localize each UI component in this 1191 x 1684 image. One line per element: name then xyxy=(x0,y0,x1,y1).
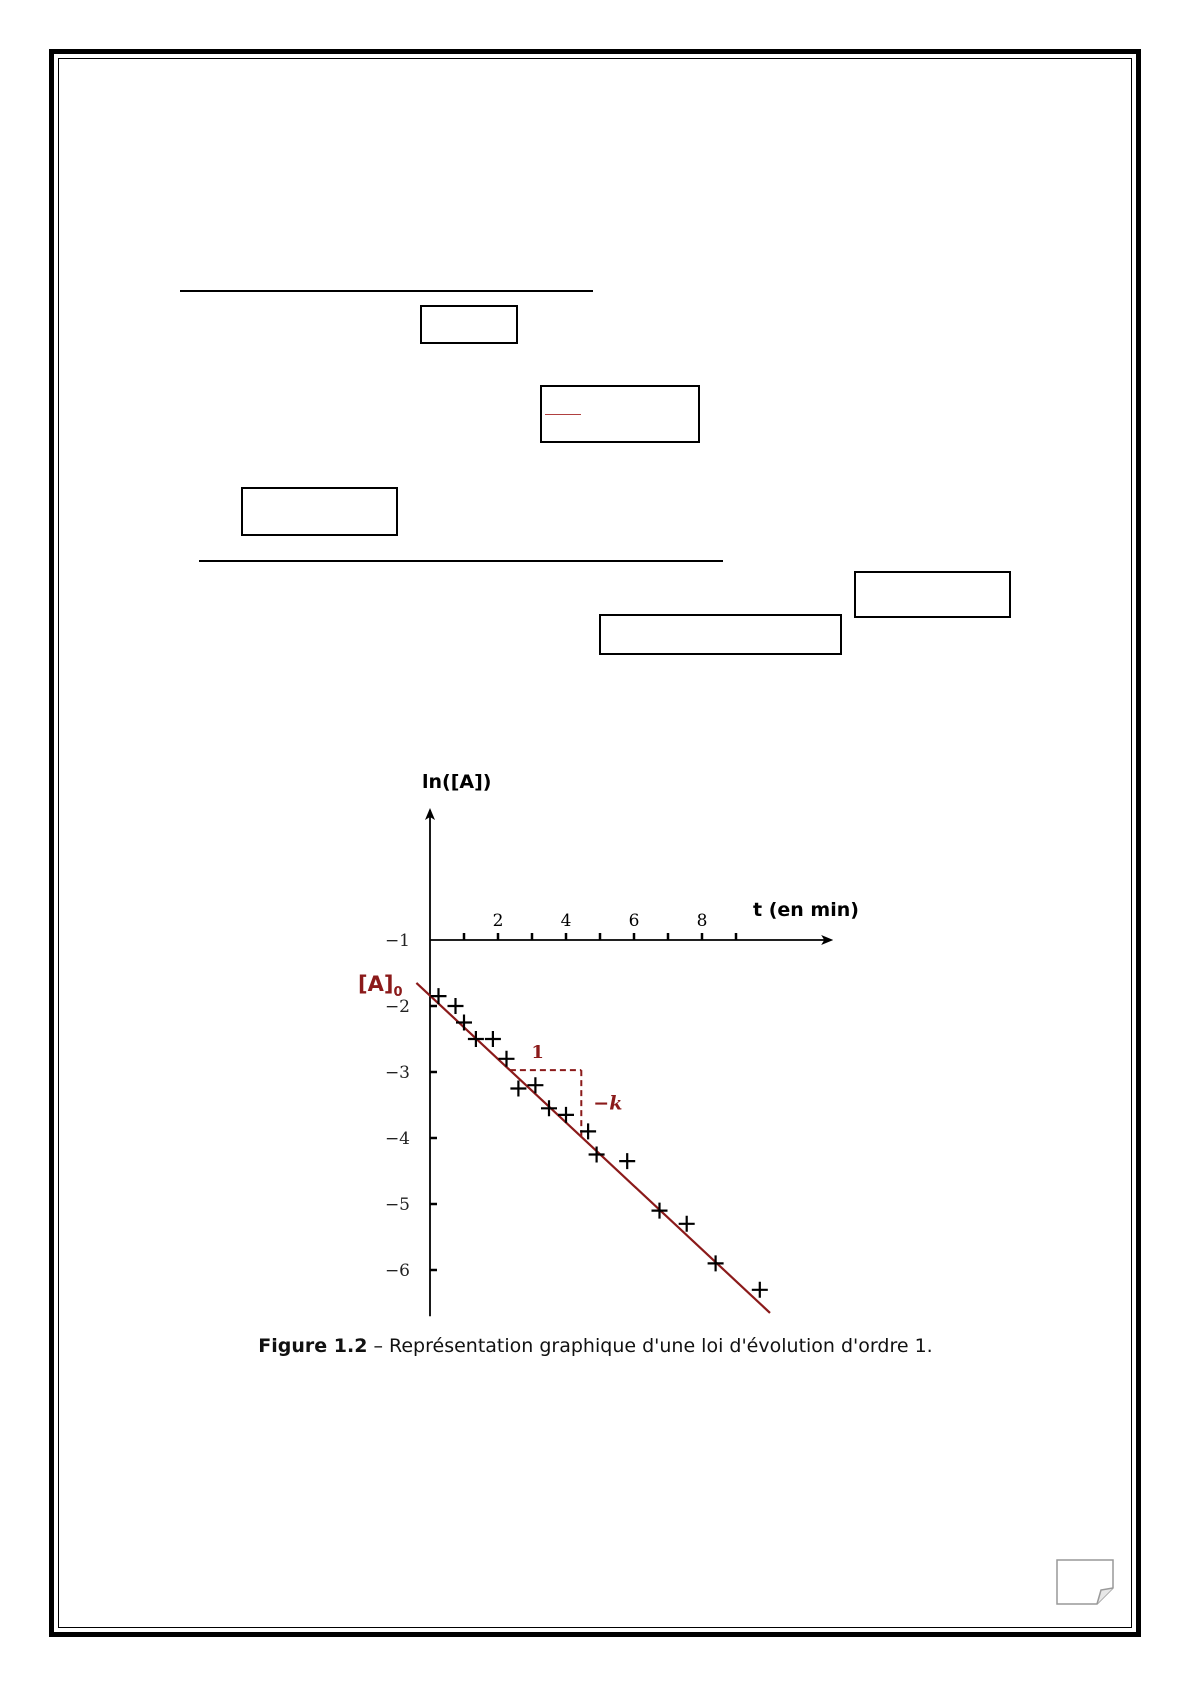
blank-box-2 xyxy=(540,385,700,443)
data-point xyxy=(456,1015,472,1031)
data-point xyxy=(619,1153,635,1169)
y-tick-label: −2 xyxy=(384,997,410,1017)
data-point xyxy=(752,1282,768,1298)
blank-box-1 xyxy=(420,305,518,344)
blank-box-3 xyxy=(241,487,398,536)
y-tick-label: −5 xyxy=(384,1195,410,1215)
red-dash-mark xyxy=(545,414,581,415)
x-axis-label: t (en min) xyxy=(753,899,859,921)
x-tick-label: 4 xyxy=(560,911,572,931)
figure-caption-text: – Représentation graphique d'une loi d'évolution d'ordre 1. xyxy=(367,1335,933,1357)
data-point xyxy=(448,998,464,1014)
y-axis-label: ln([A]) xyxy=(422,771,492,793)
data-point xyxy=(431,988,447,1004)
horizontal-rule-1 xyxy=(180,290,593,292)
x-tick-label: 8 xyxy=(696,911,708,931)
blank-box-4 xyxy=(854,571,1011,618)
blank-box-5 xyxy=(599,614,842,655)
y-tick-label: −4 xyxy=(384,1129,410,1149)
data-point xyxy=(485,1031,501,1047)
horizontal-rule-2 xyxy=(199,560,723,562)
y-tick-label: −3 xyxy=(384,1063,410,1083)
slope-rise-label: −k xyxy=(593,1092,623,1115)
figure-caption xyxy=(0,1335,1191,1357)
y-tick-label: −1 xyxy=(384,931,410,951)
data-point xyxy=(499,1051,515,1067)
y-tick-label: −6 xyxy=(384,1261,410,1281)
figure-caption-label: Figure 1.2 xyxy=(258,1335,368,1357)
data-point xyxy=(527,1077,543,1093)
page-curl-icon xyxy=(1055,1558,1115,1606)
slope-run-label: 1 xyxy=(531,1042,544,1064)
intercept-label: $[A]_0$ xyxy=(358,971,403,1000)
x-tick-label: 6 xyxy=(628,911,640,931)
x-tick-label: 2 xyxy=(492,911,504,931)
first-order-kinetics-chart xyxy=(330,771,900,1330)
data-point xyxy=(558,1107,574,1123)
data-point xyxy=(589,1147,605,1163)
